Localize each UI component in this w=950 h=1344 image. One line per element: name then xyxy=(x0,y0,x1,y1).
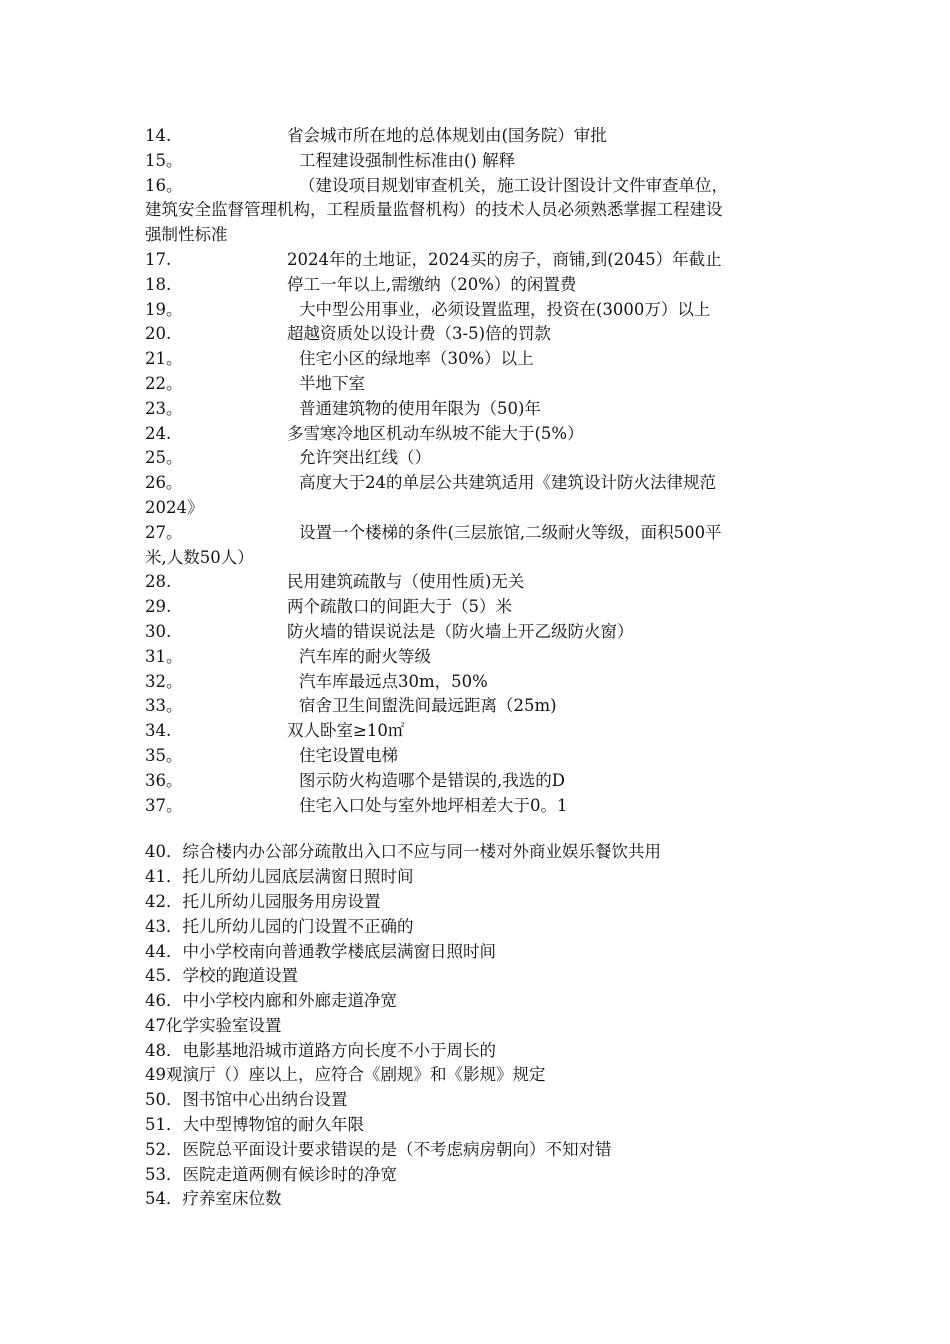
item-text: 大中型公用事业，必须设置监理，投资在(3000万）以上 xyxy=(299,299,711,319)
item-text-continuation: 建筑安全监督管理机构，工程质量监督机构）的技术人员必须熟悉掌握工程建设 xyxy=(145,200,723,220)
item-number: 17. xyxy=(145,249,172,269)
list-item xyxy=(145,521,810,546)
item-text: 停工一年以上,需缴纳（20%）的闲置费 xyxy=(287,274,577,294)
item-text: 住宅小区的绿地率（30%）以上 xyxy=(299,349,534,369)
list-item xyxy=(145,273,810,298)
item-text: 民用建筑疏散与（使用性质)无关 xyxy=(287,572,525,592)
list-item xyxy=(145,298,810,323)
item-number: 25。 xyxy=(145,448,183,468)
list-item: 53．医院走道两侧有候诊时的净宽 xyxy=(145,1164,397,1184)
list-item: 43．托儿所幼儿园的门设置不正确的 xyxy=(145,916,414,936)
list-item xyxy=(145,248,810,273)
item-text: 省会城市所在地的总体规划由(国务院）审批 xyxy=(287,126,607,145)
list-item: 45．学校的跑道设置 xyxy=(145,966,298,986)
item-text: 宿舍卫生间盥洗间最远距离（25m) xyxy=(299,696,557,716)
list-item xyxy=(145,694,810,719)
item-number: 36。 xyxy=(145,770,183,790)
list-item xyxy=(145,397,810,422)
document-page xyxy=(145,124,810,1212)
list-item xyxy=(145,794,810,819)
list-item xyxy=(145,670,810,695)
item-text-continuation: 2024》 xyxy=(145,497,204,517)
list-item xyxy=(145,372,810,397)
item-text-continuation: 强制性标准 xyxy=(145,225,228,245)
item-number: 37。 xyxy=(145,795,183,815)
list-item xyxy=(145,719,810,744)
item-text: 工程建设强制性标准由() 解释 xyxy=(299,150,516,170)
item-number: 32。 xyxy=(145,671,183,691)
item-number: 35。 xyxy=(145,745,183,765)
list-item: 41．托儿所幼儿园底层满窗日照时间 xyxy=(145,867,414,887)
item-text: 住宅入口处与室外地坪相差大于0。1 xyxy=(299,795,568,815)
list-item xyxy=(145,595,810,620)
list-item xyxy=(145,645,810,670)
item-text: 汽车库最远点30m，50% xyxy=(299,671,488,691)
item-number: 28. xyxy=(145,572,172,592)
list-item xyxy=(145,446,810,471)
list-item xyxy=(145,769,810,794)
list-item xyxy=(145,322,810,347)
item-number: 16。 xyxy=(145,175,183,195)
list-item xyxy=(145,620,810,645)
list-item: 48．电影基地沿城市道路方向长度不小于周长的 xyxy=(145,1040,496,1060)
item-text: 多雪寒冷地区机动车纵坡不能大于(5%） xyxy=(287,423,584,443)
item-text: 超越资质处以设计费（3-5)倍的罚款 xyxy=(287,324,552,344)
item-number: 30. xyxy=(145,621,172,641)
item-text: 高度大于24的单层公共建筑适用《建筑设计防火法律规范 xyxy=(299,473,716,493)
item-number: 24. xyxy=(145,423,172,443)
item-text: 汽车库的耐火等级 xyxy=(299,646,431,666)
item-text: 2024年的土地证，2024买的房子，商铺,到(2045）年截止 xyxy=(287,249,722,269)
list-item: 40．综合楼内办公部分疏散出入口不应与同一楼对外商业娱乐餐饮共用 xyxy=(145,842,661,862)
list-item: 54．疗养室床位数 xyxy=(145,1189,282,1209)
item-number: 34. xyxy=(145,721,172,741)
list-item: 52．医院总平面设计要求错误的是（不考虑病房朝向）不知对错 xyxy=(145,1139,612,1159)
item-number: 22。 xyxy=(145,373,183,393)
item-number: 33。 xyxy=(145,696,183,716)
list-item xyxy=(145,149,810,174)
item-text: 两个疏散口的间距大于（5）米 xyxy=(287,597,512,617)
list-item xyxy=(145,174,810,199)
item-number: 26。 xyxy=(145,473,183,493)
section-gap xyxy=(145,818,810,840)
item-text: 半地下室 xyxy=(299,373,365,393)
item-text: （建设项目规划审查机关，施工设计图设计文件审查单位， xyxy=(299,175,728,195)
item-number: 19。 xyxy=(145,299,183,319)
item-text: 防火墙的错误说法是（防火墙上开乙级防火窗） xyxy=(287,621,634,641)
item-text: 设置一个楼梯的条件(三层旅馆,二级耐火等级，面积500平 xyxy=(299,522,722,542)
item-number: 20. xyxy=(145,324,172,344)
item-number: 23。 xyxy=(145,398,183,418)
item-text: 允许突出红线（） xyxy=(299,448,431,468)
item-text: 双人卧室≥10㎡ xyxy=(287,721,405,741)
item-number: 29. xyxy=(145,597,172,617)
list-item: 44．中小学校南向普通教学楼底层满窗日照时间 xyxy=(145,941,496,961)
list-item: 49观演厅（）座以上，应符合《剧规》和《影规》规定 xyxy=(145,1065,546,1085)
list-item xyxy=(145,422,810,447)
list-item: 47化学实验室设置 xyxy=(145,1015,282,1035)
item-number: 21。 xyxy=(145,349,183,369)
item-number: 27。 xyxy=(145,522,183,542)
item-text: 普通建筑物的使用年限为（50)年 xyxy=(299,398,541,418)
list-item xyxy=(145,570,810,595)
question-list-a xyxy=(145,124,810,818)
list-item xyxy=(145,124,810,149)
item-number: 18. xyxy=(145,274,172,294)
list-item: 50．图书馆中心出纳台设置 xyxy=(145,1090,348,1110)
item-text-continuation: 米,人数50人） xyxy=(145,547,254,567)
list-item: 42．托儿所幼儿园服务用房设置 xyxy=(145,891,381,911)
question-list-b xyxy=(145,840,810,1212)
list-item xyxy=(145,744,810,769)
item-number: 15。 xyxy=(145,150,183,170)
list-item: 46．中小学校内廊和外廊走道净宽 xyxy=(145,991,397,1011)
item-number: 14. xyxy=(145,126,172,145)
item-text: 图示防火构造哪个是错误的,我选的D xyxy=(299,770,565,790)
item-number: 31。 xyxy=(145,646,183,666)
list-item xyxy=(145,347,810,372)
list-item: 51．大中型博物馆的耐久年限 xyxy=(145,1115,364,1135)
item-text: 住宅设置电梯 xyxy=(299,745,398,765)
list-item xyxy=(145,471,810,496)
